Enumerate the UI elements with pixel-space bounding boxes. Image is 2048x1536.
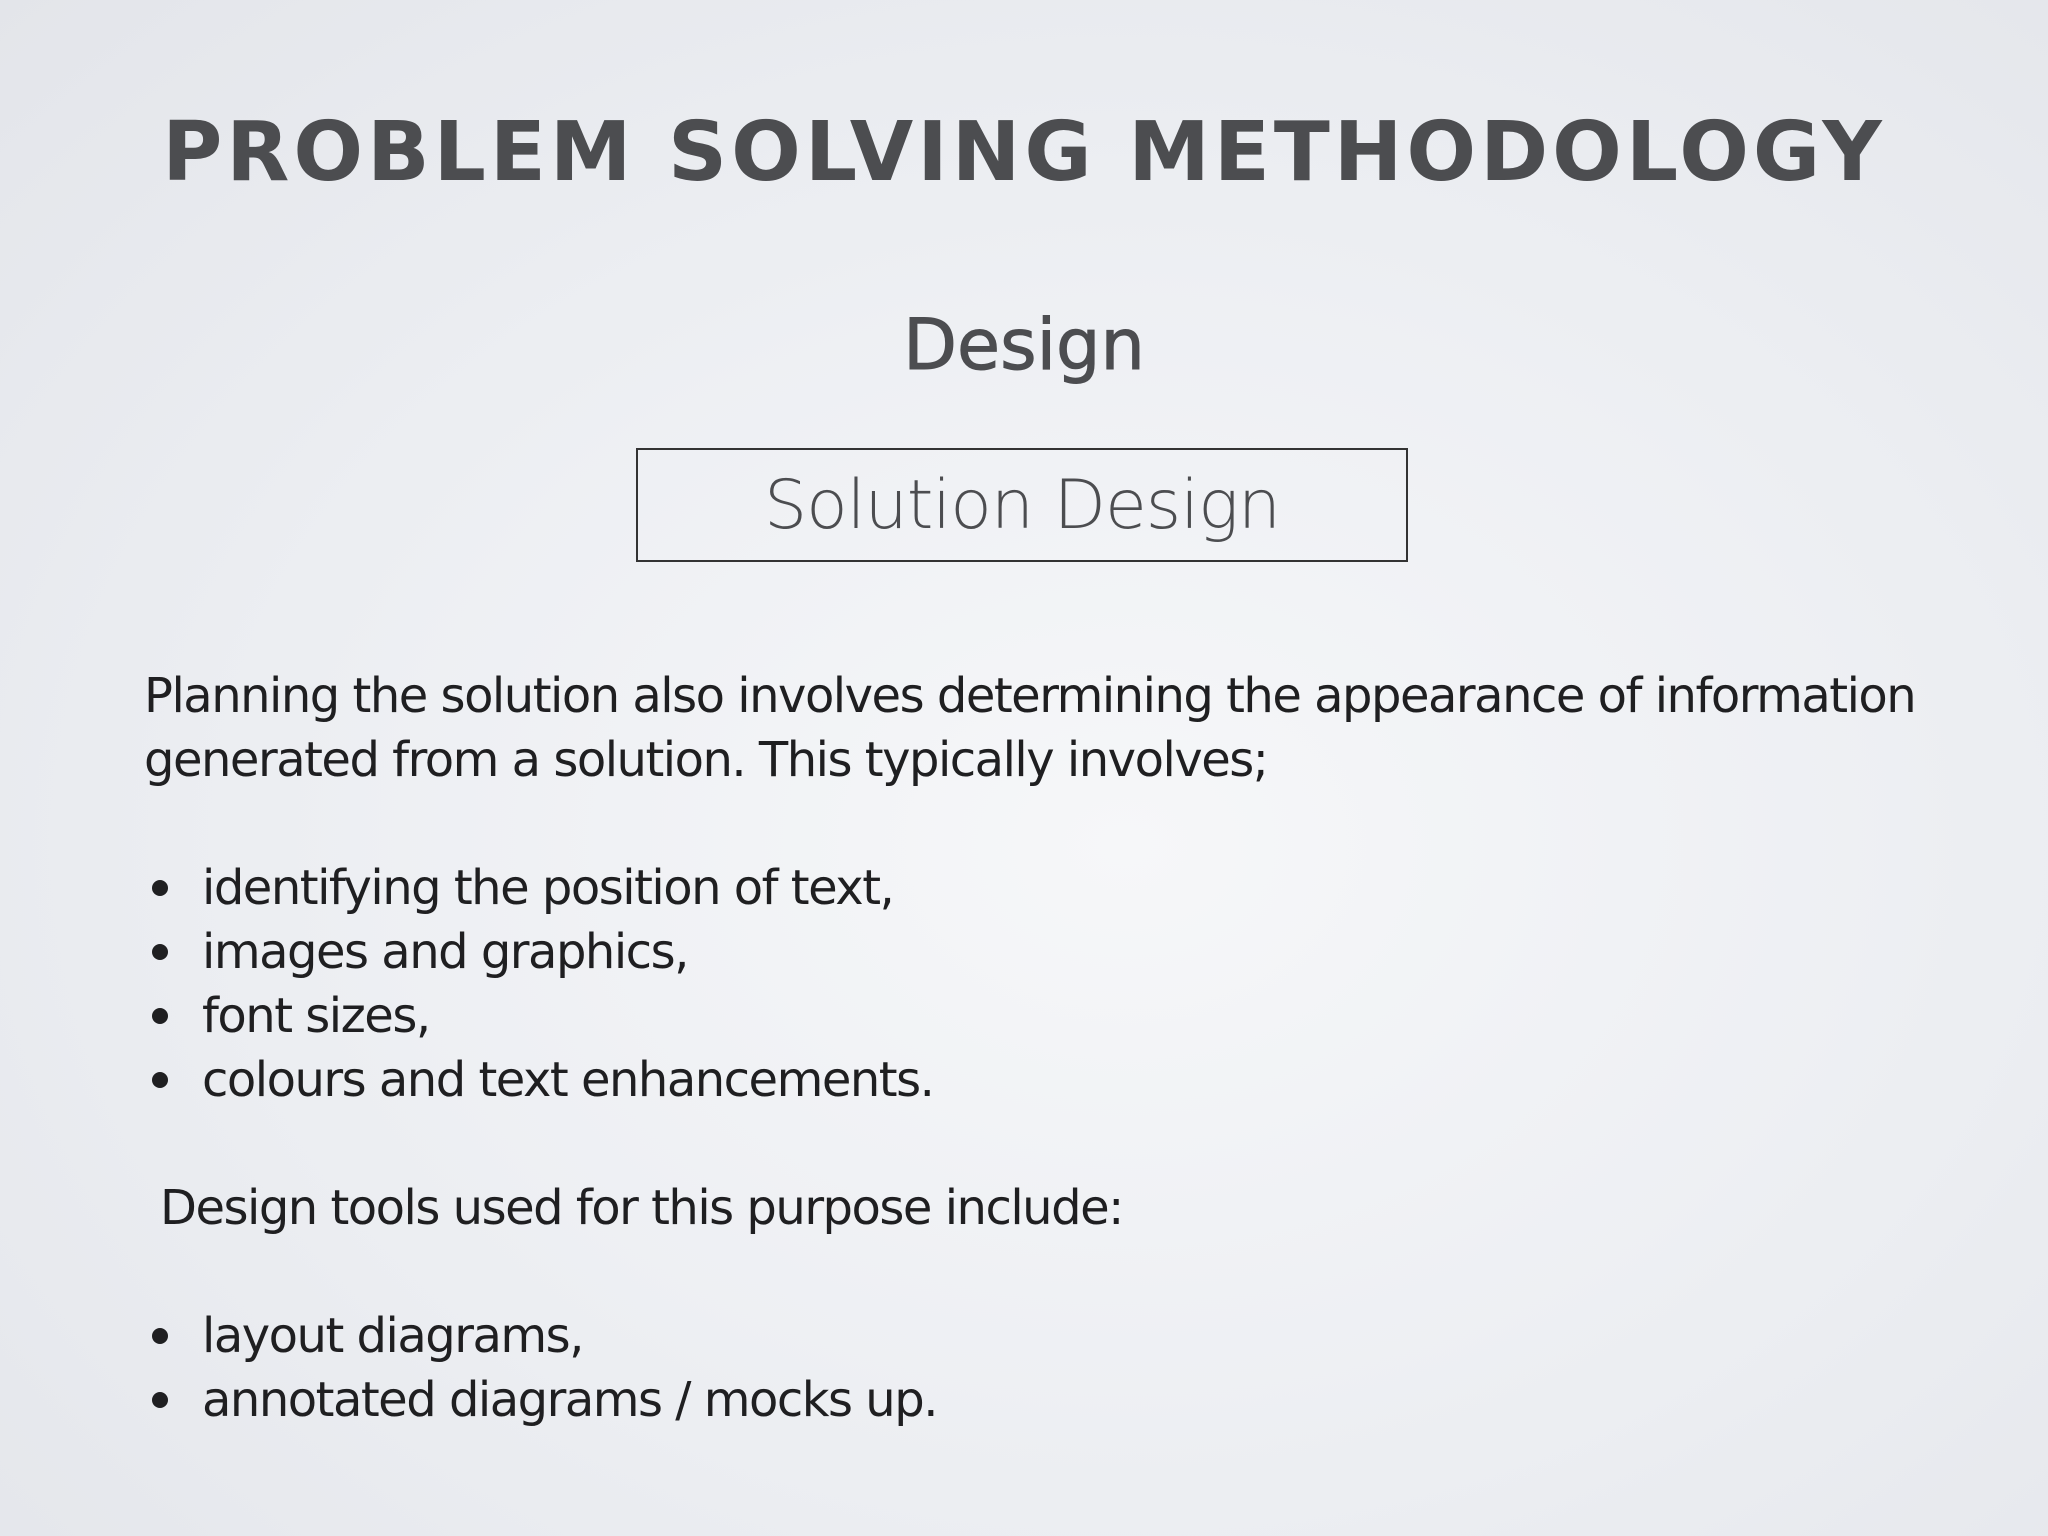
bullet-icon bbox=[152, 944, 168, 960]
appearance-list bbox=[144, 856, 1844, 1112]
list-item bbox=[144, 856, 1844, 920]
tools-list bbox=[144, 1304, 1844, 1432]
solution-design-box bbox=[636, 448, 1408, 562]
list-item bbox=[144, 920, 1844, 984]
list-item bbox=[144, 984, 1844, 1048]
list-item-text: font sizes, bbox=[202, 988, 430, 1044]
tools-intro: Design tools used for this purpose include: bbox=[160, 1180, 1123, 1236]
section-heading: Design bbox=[903, 304, 1145, 386]
list-item-text: identifying the position of text, bbox=[202, 860, 894, 916]
bullet-icon bbox=[152, 1328, 168, 1344]
list-item bbox=[144, 1304, 1844, 1368]
list-item bbox=[144, 1368, 1844, 1432]
list-item bbox=[144, 1048, 1844, 1112]
bullet-icon bbox=[152, 880, 168, 896]
bullet-icon bbox=[152, 1392, 168, 1408]
slide-title: PROBLEM SOLVING METHODOLOGY bbox=[162, 105, 1886, 200]
solution-design-label: Solution Design bbox=[763, 465, 1281, 545]
bullet-icon bbox=[152, 1008, 168, 1024]
list-item-text: colours and text enhancements. bbox=[202, 1052, 934, 1108]
intro-paragraph: Planning the solution also involves determining the appearance of information generated from a solution. This typically involves; bbox=[144, 668, 1916, 788]
list-item-text: layout diagrams, bbox=[202, 1308, 583, 1364]
list-item-text: images and graphics, bbox=[202, 924, 688, 980]
list-item-text: annotated diagrams / mocks up. bbox=[202, 1372, 937, 1428]
bullet-icon bbox=[152, 1072, 168, 1088]
